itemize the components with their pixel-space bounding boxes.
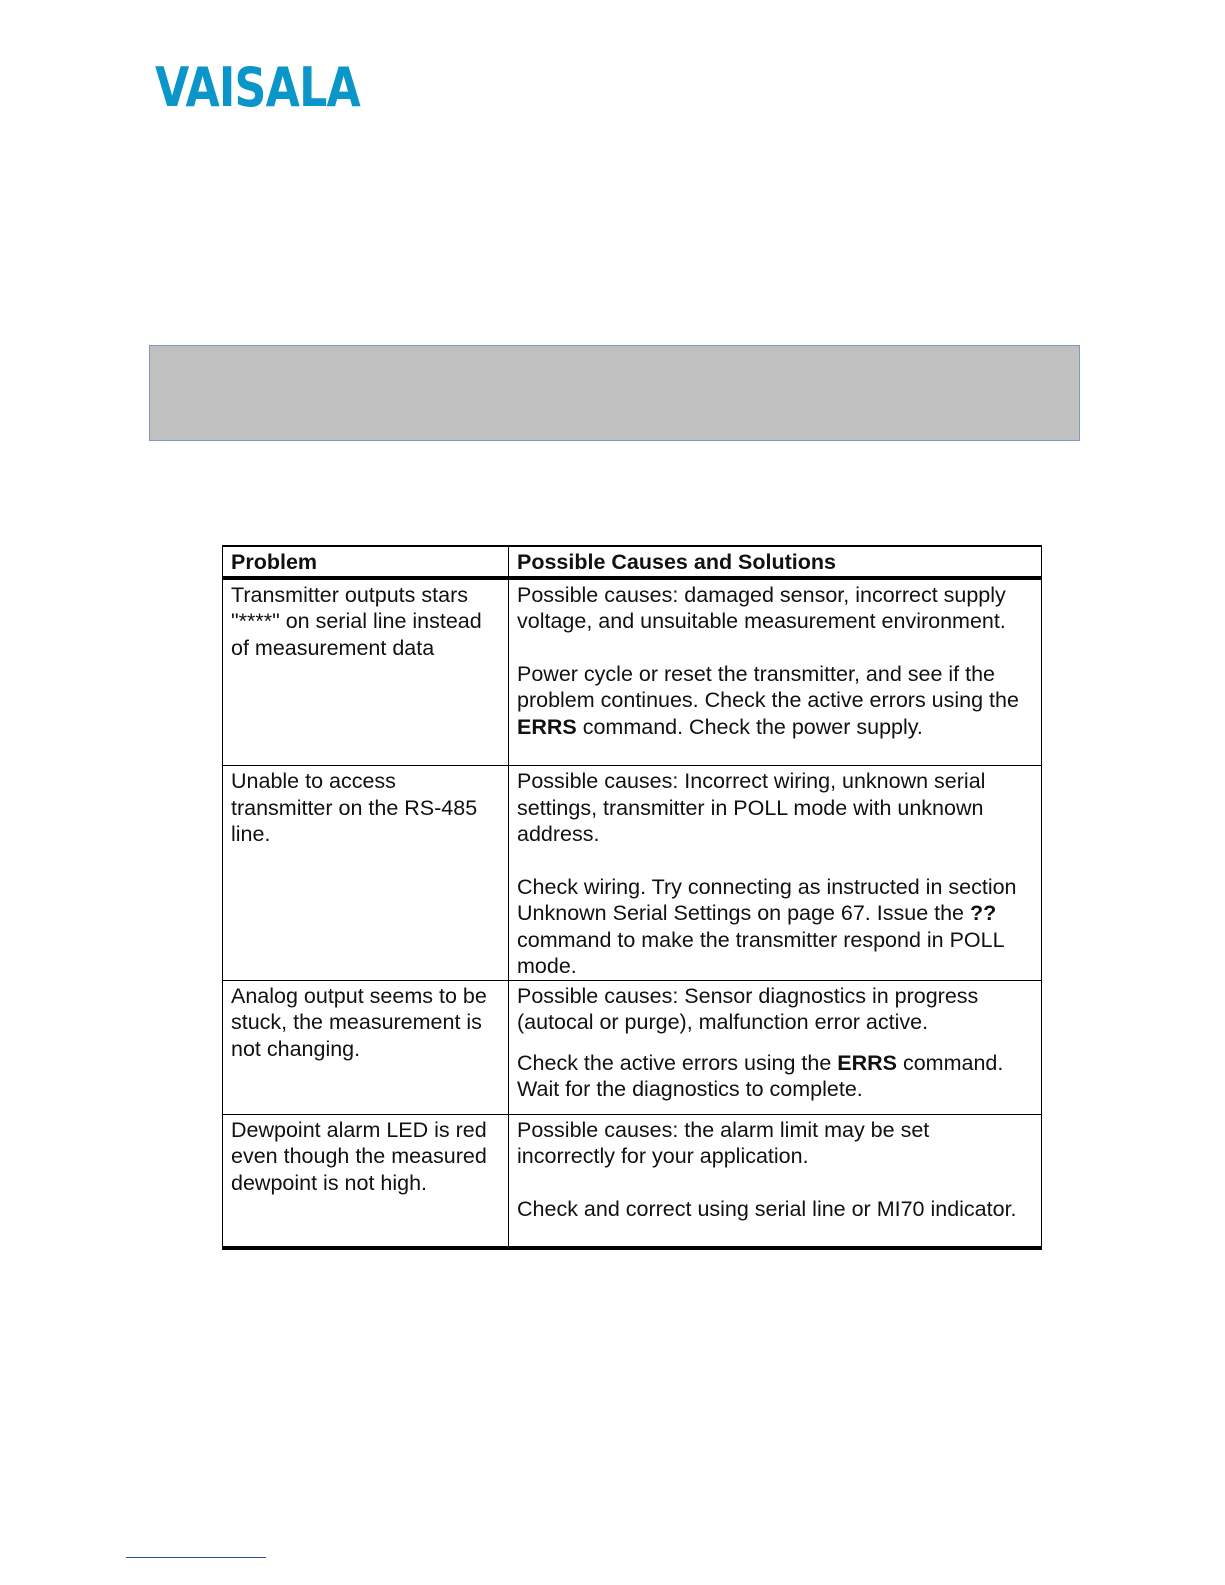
solution-text [517,1196,1033,1223]
vaisala-logo: VAISALA [155,56,360,119]
causes-solutions-cell [509,766,1042,981]
solution-text-part: Check and correct using serial line or MI70 indicator. [517,1196,1017,1221]
possible-causes-text: Possible causes: Incorrect wiring, unknown serial settings, transmitter in POLL mode with unknown address. [517,769,986,846]
possible-causes-text: Possible causes: Sensor diagnostics in progress (autocal or purge), malfunction error active. [517,983,979,1034]
problem-cell: Transmitter outputs stars "****" on serial line instead of measurement data [223,578,509,766]
solution-text-part: command. Wait for the diagnostics to complete. [517,1050,1004,1101]
table-header-row [223,546,1042,578]
command-name: ?? [969,901,997,925]
solution-text-part: command. Check the power supply. [576,714,923,739]
causes-solutions-cell [509,578,1042,766]
problem-cell: Analog output seems to be stuck, the measurement is not changing. [223,980,509,1114]
table-row [223,1114,1042,1248]
column-header-causes-solutions: Possible Causes and Solutions [509,546,1042,578]
problem-cell: Unable to access transmitter on the RS-485 line. [223,766,509,981]
command-name: ERRS [517,714,577,739]
command-name: ERRS [837,1050,897,1075]
causes-solutions-cell [509,980,1042,1114]
solution-text-part: Check the active errors using the [517,1050,838,1075]
footnote-separator [126,1557,266,1558]
table-row [223,766,1042,981]
column-header-problem: Problem [223,546,509,578]
solution-text-part: Power cycle or reset the transmitter, and see if the problem continues. Check the active errors using the [517,661,1019,712]
solution-text [517,1050,1033,1103]
solution-text [517,874,1033,980]
gray-banner [149,345,1080,441]
problem-cell: Dewpoint alarm LED is red even though the measured dewpoint is not high. [223,1114,509,1248]
solution-text [517,661,1033,741]
table-row [223,578,1042,766]
troubleshooting-table [222,545,1042,1250]
solution-text-part: command to make the transmitter respond in POLL mode. [517,927,1004,978]
table-row [223,980,1042,1114]
solution-text-part: Check wiring. Try connecting as instructed in section Unknown Serial Settings on page 67. Issue the [517,874,1017,925]
possible-causes-text: Possible causes: the alarm limit may be set incorrectly for your application. [517,1117,930,1168]
possible-causes-text: Possible causes: damaged sensor, incorrect supply voltage, and unsuitable measurement environment. [517,582,1006,633]
causes-solutions-cell [509,1114,1042,1248]
